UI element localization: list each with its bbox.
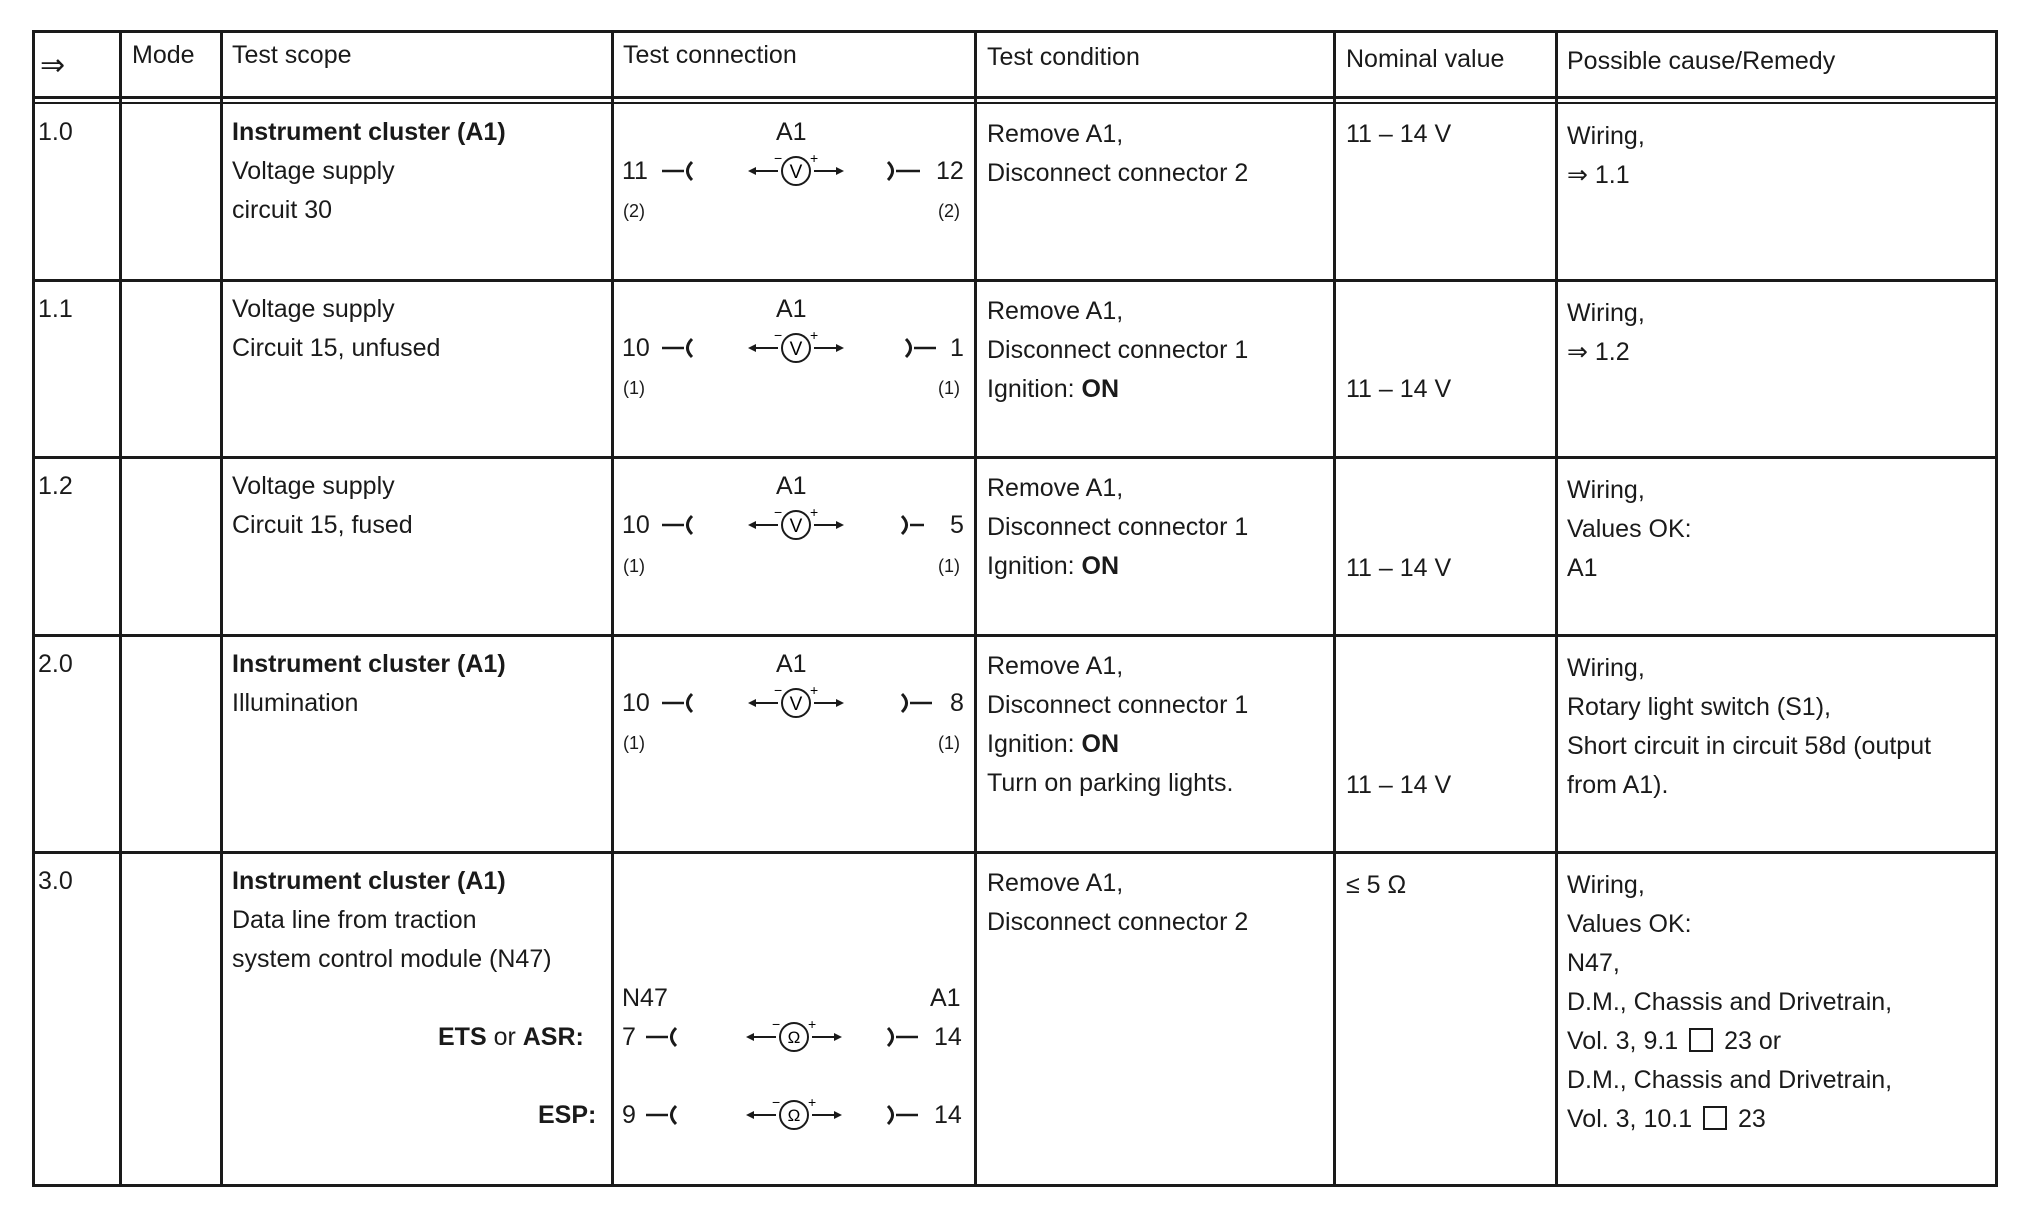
or-text: or (486, 1023, 523, 1051)
male-connector-icon (884, 1100, 920, 1130)
meter-symbol: V (789, 162, 803, 183)
connection-label-n47: N47 (622, 984, 668, 1012)
right-connector-number: (1) (938, 733, 960, 753)
remedy-line: from A1). (1567, 771, 1669, 799)
voltmeter-icon (744, 153, 848, 189)
condition-state: ON (1081, 552, 1120, 580)
svg-text:−: − (772, 1097, 781, 1110)
right-pin: 12 (936, 157, 964, 185)
scope-title: Instrument cluster (A1) (232, 118, 506, 146)
left-pin: 10 (622, 689, 650, 717)
scope-line: circuit 30 (232, 196, 333, 224)
condition-line: Remove A1, (987, 474, 1124, 502)
remedy-line: Wiring, (1567, 654, 1645, 682)
asr-label: ASR: (522, 1023, 584, 1051)
header-test-connection: Test connection (623, 41, 797, 69)
voltmeter-icon (744, 685, 848, 721)
meter-symbol: V (789, 694, 803, 715)
ets-label: ETS (438, 1023, 487, 1051)
condition-line: Disconnect connector 1 (987, 336, 1249, 364)
svg-text:−: − (774, 685, 783, 698)
remedy-ref: Vol. 3, 10.1 (1567, 1105, 1700, 1133)
right-pin: 8 (950, 689, 964, 717)
remedy-ref: Vol. 3, 9.1 (1567, 1027, 1686, 1055)
right-connector-number: (1) (938, 556, 960, 576)
remedy-line (1567, 1100, 1766, 1139)
ets-right-pin: 14 (934, 1023, 962, 1051)
scope-line: Data line from traction (232, 906, 477, 934)
scope-line: Illumination (232, 689, 359, 717)
scope-line: Circuit 15, unfused (232, 334, 441, 362)
remedy-line: Rotary light switch (S1), (1567, 693, 1831, 721)
female-connector-icon (662, 510, 698, 540)
condition-line: Turn on parking lights. (987, 769, 1234, 797)
right-connector-number: (1) (938, 378, 960, 398)
remedy-line: Short circuit in circuit 58d (output (1567, 732, 1932, 760)
nominal-value: 11 – 14 V (1346, 771, 1452, 799)
condition-line: Remove A1, (987, 869, 1124, 897)
esp-label: ESP: (538, 1101, 597, 1129)
remedy-line: ⇒ 1.2 (1567, 338, 1630, 366)
condition-line (987, 370, 1119, 409)
voltmeter-icon (744, 330, 848, 366)
condition-state: ON (1081, 375, 1120, 403)
header-nominal-value: Nominal value (1346, 45, 1505, 73)
row-number: 1.1 (38, 295, 73, 323)
table-border-right (1995, 30, 1998, 1187)
remedy-ref-page: 23 or (1717, 1027, 1782, 1055)
female-connector-icon (662, 156, 698, 186)
row-divider (32, 279, 1998, 282)
header-divider (32, 102, 1998, 104)
voltmeter-icon (744, 507, 848, 543)
left-connector-number: (1) (623, 378, 645, 398)
ets-left-pin: 7 (622, 1023, 636, 1051)
remedy-line: Wiring, (1567, 871, 1645, 899)
svg-text:−: − (772, 1019, 781, 1032)
nominal-value: 11 – 14 V (1346, 375, 1452, 403)
remedy-line (1567, 1022, 1781, 1061)
ohmmeter-icon (742, 1097, 846, 1133)
female-connector-icon (662, 688, 698, 718)
condition-label: Ignition: (987, 375, 1082, 403)
male-connector-icon (884, 1022, 920, 1052)
left-pin: 10 (622, 334, 650, 362)
remedy-line: Wiring, (1567, 299, 1645, 327)
esp-left-pin: 9 (622, 1101, 636, 1129)
col-divider (119, 30, 122, 1187)
meter-symbol: V (789, 339, 803, 360)
connection-label-a1: A1 (930, 984, 961, 1012)
row-number: 3.0 (38, 867, 73, 895)
condition-line: Disconnect connector 2 (987, 908, 1249, 936)
table-border-bottom (32, 1184, 1998, 1187)
header-remedy: Possible cause/Remedy (1567, 47, 1836, 75)
row-divider (32, 634, 1998, 637)
left-pin: 11 (622, 157, 648, 185)
row-divider (32, 851, 1998, 854)
condition-line: Disconnect connector 1 (987, 691, 1249, 719)
condition-line (987, 547, 1119, 586)
ohmmeter-icon (742, 1019, 846, 1055)
condition-line: Disconnect connector 2 (987, 159, 1249, 187)
svg-text:−: − (774, 507, 783, 520)
page-box-icon (1689, 1028, 1713, 1052)
svg-text:+: + (808, 1097, 817, 1110)
meter-symbol: V (789, 516, 803, 537)
col-divider (1333, 30, 1336, 1187)
svg-text:−: − (774, 153, 783, 166)
female-connector-icon (662, 333, 698, 363)
remedy-ref-page: 23 (1731, 1105, 1766, 1133)
male-connector-icon (898, 688, 934, 718)
nominal-value: 11 – 14 V (1346, 120, 1452, 148)
male-connector-icon (884, 156, 920, 186)
header-test-scope: Test scope (232, 41, 352, 69)
table-border-left (32, 30, 35, 1187)
male-connector-icon (902, 333, 938, 363)
svg-text:+: + (808, 1019, 817, 1032)
remedy-line: ⇒ 1.1 (1567, 161, 1630, 189)
header-test-condition: Test condition (987, 43, 1140, 71)
female-connector-icon (646, 1100, 682, 1130)
nominal-value: 11 – 14 V (1346, 554, 1452, 582)
right-pin: 1 (950, 334, 964, 362)
right-connector-number: (2) (938, 201, 960, 221)
scope-line: Voltage supply (232, 157, 395, 185)
row-divider (32, 456, 1998, 459)
condition-line: Remove A1, (987, 297, 1124, 325)
scope-title: Instrument cluster (A1) (232, 650, 506, 678)
row-number: 2.0 (38, 650, 73, 678)
col-divider (220, 30, 223, 1187)
left-pin: 10 (622, 511, 650, 539)
svg-text:+: + (810, 685, 819, 698)
right-pin: 5 (950, 511, 964, 539)
remedy-line: Values OK: (1567, 515, 1692, 543)
condition-line: Remove A1, (987, 120, 1124, 148)
header-arrow: ⇒ (40, 49, 66, 82)
scope-line: Voltage supply (232, 295, 395, 323)
row-number: 1.2 (38, 472, 73, 500)
col-divider (974, 30, 977, 1187)
remedy-line: Values OK: (1567, 910, 1692, 938)
remedy-line: Wiring, (1567, 122, 1645, 150)
page-box-icon (1703, 1106, 1727, 1130)
condition-label: Ignition: (987, 552, 1082, 580)
scope-line: Voltage supply (232, 472, 395, 500)
svg-text:+: + (810, 330, 819, 343)
male-connector-icon (898, 510, 934, 540)
table-border-top (32, 30, 1998, 33)
esp-right-pin: 14 (934, 1101, 962, 1129)
col-divider (611, 30, 614, 1187)
remedy-line: D.M., Chassis and Drivetrain, (1567, 1066, 1893, 1094)
left-connector-number: (1) (623, 733, 645, 753)
nominal-value: ≤ 5 Ω (1346, 871, 1407, 899)
scope-line: system control module (N47) (232, 945, 552, 973)
left-connector-number: (1) (623, 556, 645, 576)
condition-label: Ignition: (987, 730, 1082, 758)
svg-text:+: + (810, 507, 819, 520)
meter-symbol: Ω (787, 1106, 801, 1125)
left-connector-number: (2) (623, 201, 645, 221)
scope-title: Instrument cluster (A1) (232, 867, 506, 895)
row-number: 1.0 (38, 118, 73, 146)
meter-label: A1 (776, 650, 807, 678)
remedy-line: N47, (1567, 949, 1620, 977)
scope-line: Circuit 15, fused (232, 511, 413, 539)
remedy-line: Wiring, (1567, 476, 1645, 504)
condition-line (987, 725, 1119, 764)
condition-line: Remove A1, (987, 652, 1124, 680)
female-connector-icon (646, 1022, 682, 1052)
meter-label: A1 (776, 295, 807, 323)
col-divider (1555, 30, 1558, 1187)
meter-label: A1 (776, 118, 807, 146)
svg-text:−: − (774, 330, 783, 343)
header-divider (32, 96, 1998, 99)
condition-state: ON (1081, 730, 1120, 758)
header-mode: Mode (132, 41, 195, 69)
remedy-line: D.M., Chassis and Drivetrain, (1567, 988, 1893, 1016)
meter-symbol: Ω (787, 1028, 801, 1047)
meter-label: A1 (776, 472, 807, 500)
ets-asr-label (438, 1018, 584, 1057)
remedy-line: A1 (1567, 554, 1598, 582)
condition-line: Disconnect connector 1 (987, 513, 1249, 541)
svg-text:+: + (810, 153, 819, 166)
